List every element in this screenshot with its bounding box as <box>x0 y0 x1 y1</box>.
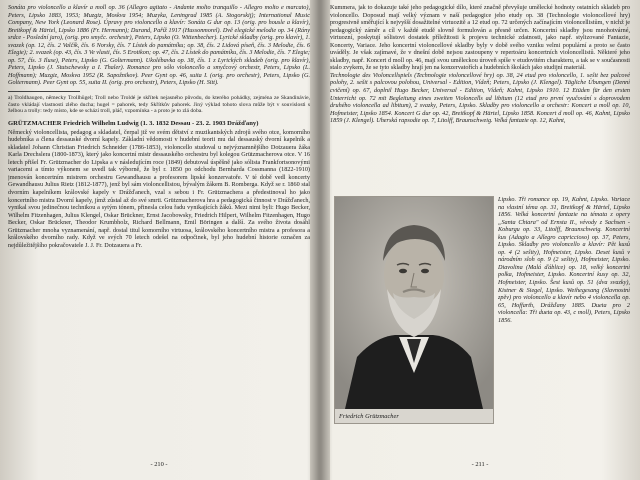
footnote: a) Troldhaugen, německy Trollhügel; Troll nebo Troldé je skřítek nejasného původu, do kterého pohádky, zejména ze Skandinávie, často vkládají vlastnosti zlého ducha; hugel = pahorek, tedy Skřítkův pahorek. Jiný výklad tohoto slova může být v souvislosti s želbou a trolly: tedy místo, kde se schází troll, pláč, vzpomínka - a proto je to zlá doba. <box>8 95 310 115</box>
book-gutter <box>310 0 330 480</box>
biography-paragraph: Německý violoncellista, pedagog a skladatel, čerpal již ve svém dětství z muzikantských zdrojů svého otce, komorního hudebníka a člena dessauské dvorní kapely. Základní vědomosti v hudební teorii mu dal dessauský dvorní kapelník a skladatel Johann Christian Friedrich Schneider (1786-1853), violoncello studoval u nejvýznamnějšího Dotzauera žáka Karla Drechslera (1800-1873), který jako koncertní mistr dessauského orchestru byl kolegou Grützmacherova otce. V 16 letech přišel Fr. Grützmacher do Lipska a v následujícím roce (1849) debutoval úspěšně jako sólista Frankfortsonovými variacemi a tímto výkonem se uvedl tak výborně, že byl r. 1850 po odchodu Bernharda Cossmanna (1822-1910) jmenován koncertním mistrem orchestru Gewandhausu a profesorem lipské konzervatoře. V té době vedl koncerty Gewandhausu Julius Rietz (1812-1877), jenž byl sám violoncellistou, bývalým žákem B. Romberga. Když se r. 1860 stal dvorním kapelníkem královské kapely v Drážďanech, vzal s sebou i Fr. Grützmachera a předestinoval ho jako koncertního mistra Dvorní kapely, jímž zůstal až do své smrti. Grützmacherova hra a pedagogická činnost v Drážďanech, vynikal svou jedinečnou technikou a sytým tónem, přinesla celou řadu vynikajících žáků. Mezi nimi byli: Hugo Becker, Wilhelm Fitzenhagen, Julius Klengel, Oskar Brückner, Ernst Jacobowsky, Friedrich Hilpert, Wilhelm Fitzenhagen, Hugo Becker, Oskar Brückner, Theodor Krumbholz, Richard Bellmann, Emil Böringen a další. Za svého života dosáhl Grützmacher mnoha vyznamenání, např. dostal titul komorního virtuosa, královského koncertního mistra a profesora a královského dvorního rady. Když ve svých 70 letech odešel na odpočinek, byl jeho hudební historie označen za nejdůležitějšího pokračovatele J. J. Fr. Dotzauera a Fr. <box>8 128 310 249</box>
page-number-left: - 210 - <box>150 461 168 468</box>
footnote-rule <box>8 91 80 92</box>
portrait-illustration <box>335 197 493 409</box>
works-column-text: Lipsko. Tři romance op. 19, Kahnt, Lipsko. Variace na vlastní téma op. 31, Breitkopf & Härtel, Lipsko 1856. Velká koncertní fantazie na témata z opery „Santa Chiara" od Ernsta II., vévody z Sachsen - Koburgu op. 33, Litolff, Braunschweig. Koncertní kus (Adagio a Allegro capriccioso) op. 37, Peters, Lipsko. Skladby pro violoncello a klavír: Pět kusů op. 4 (2 sešity), Hofmeister, Lipsko. Deset kusů v národním sloh op. 9 (2 sešity), Hofmeister, Lipsko. Diavolina (Malá ďáblice) op. 18, velký koncertní polka, Hofmeister, Lipsko. Koncertní kusy op. 32, Hofmeister, Lipsko. Šest kusů op. 51 (dva svazky), Kistner & Siegel, Lipsko. Weihegesang (Slavnostní zpěv) pro violoncello a klavír nebo 4 violoncella op. 65, Hoffarth, Drážďany 1885. Dueta pro 2 violoncella: Tři dueta op. 43, c moll), Peters, Lipsko 1856. <box>498 196 630 324</box>
right-page <box>330 4 630 470</box>
works-column <box>498 196 630 454</box>
intro-paragraph: Kummera, jak to dokazuje také jeho pedagogické dílo, které značně převyšuje umělecké hodnoty ostatních skladeb pro violoncello. Doposud mají velký význam v naší pedagogice jeho etudy op. 38 (Technologie violoncellové hry) progresivně směřující k nejvyšší dosažitelné virtuozitě a 12 etud op. 72 určených začínajícím violoncellistům, v nichž je pedagogický záměr a cíl v každé etudě slovně formulován a přesně určen. Koncertní skladby jsou mnohotvárné, virtuozní, poskytují sólistovi dostatek příležitosti k projevu technické zdatnosti, jako např. stylizované Fantazie, Koncerty, Variace. Jeho koncertní violoncellové skladby byly v době svého vzniku velmi populární a proto se často uváděly. Je však zajímavé, že v dnešní době nejsou zastoupeny v repertoáru koncertních violoncellistů. Některé jeho skladby, např. Koncert d moll op. 46, mají svou uměleckou úroveň spíše v etudovitém charakteru, a tak se v současnosti stalo zvykem, že se tyto skladby hrají jen na konzervatořích a hudebních školách jako studijní materiál. <box>330 4 630 72</box>
portrait-photo <box>334 196 494 424</box>
entry-heading: GRÜTZMACHER Friedrich Wilhelm Ludwig (1. 3. 1832 Dessau - 23. 2. 1903 Drážďany) <box>8 119 259 127</box>
page-number-right: - 211 - <box>471 461 489 468</box>
portrait-caption: Friedrich Grützmacher <box>339 413 399 420</box>
works-list-paragraph: Sonáta pro violoncello a klavír a moll op. 36 (Allegro agitato - Andante molto tranquillo - Allegro molto e marcato), Peters, Lipsko 1883, 1953; Muzgiz, Moskva 1954; Muzyka, Leningrad 1985 (A. Stogorskij); International Music Company, New York (Leonard Rose). Úpravy pro violoncello a klavír: Sonáta G dur op. 13 (orig. pro housle a klavír), Breitkopf & Härtel, Lipsko 1886 (Fr. Hermann); Durand, Paříž 1917 (Hussonmorel). Dvě elegické melodie op. 34 (Rány srdce - Poslední jaro), (orig. pro smyčc. orchestr), Peters, Lipsko (O. Wittenbecher). Lyrické skladby (orig. pro klavír), 1. svazek (op. 12, čís. 2 Valčík, čís. 6 Norsky, čís. 7 Lístek do památníku; op. 38, čís. 2 Lidová píseň, čís. 3 Melodie, čís. 6 Elegie); 2. svazek (op. 43, čís. 3 Ve vlasti, čís. 5 Erotikon; op. 47, čís. 2 Lístek do památníku, čís. 3 Melodie, čís. 7 Elegie; op. 57, čís. 3 Iluse), Peters, Lipsko (G. Goltermann). Ukolébavka op. 38, čís. 1 z Lyrických skladeb (orig. pro klavír), Peters, Lipsko (J. Stutschewsky a I. Thaler). Romance pro sólo violoncello a smyčcový orchestr, Peters, Lipsko (L. Hoffmann); Muzgiz, Moskva 1952 (R. Sapožnikov). Peer Gynt op. 46, suita I. (orig. pro orchestr), Peters, Lipsko (G. Goltermann). Peer Gynt op. 55, suita II. (orig. pro orchestr), Peters, Lipsko (H. Sitt). <box>8 4 310 87</box>
works-list-continued: Technologie des Violoncellspiels (Technologie violoncellové hry) op. 38, 24 etud pro violoncello, 1. sešit bez palcové polohy, 2. sešit s palcovou polohou, Universal - Edition, Vídeň; Peters, Lipsko (J. Klengel). Tägliche Übungen (Denní cvičení) op. 67, doplnil Hugo Becker, Universal - Edition, Vídeň; Kahnt, Lipsko 1910. 12 Etüden für den ersten Unterricht op. 72 mit Begleitung eines zweiten Violoncells ad libitum (12 etud pro první vyučování s doprovodem druhého violoncella ad libitum), 2 svazky, Peters, Lipsko. Skladby pro violoncello a orchestr: Koncert a moll op. 10, Hofmeister, Lipsko 1854. Koncert G dur op. 42, Breitkopf & Härtel, Lipsko 1858. Koncert d moll op. 46, Kahnt, Lipsko 1859 (J. Klengel). Uherská rapsodie op. 7, Litolff, Braunschweig. Velká fantazie op. 12, Kahnt, <box>330 71 630 125</box>
left-page <box>8 4 310 470</box>
